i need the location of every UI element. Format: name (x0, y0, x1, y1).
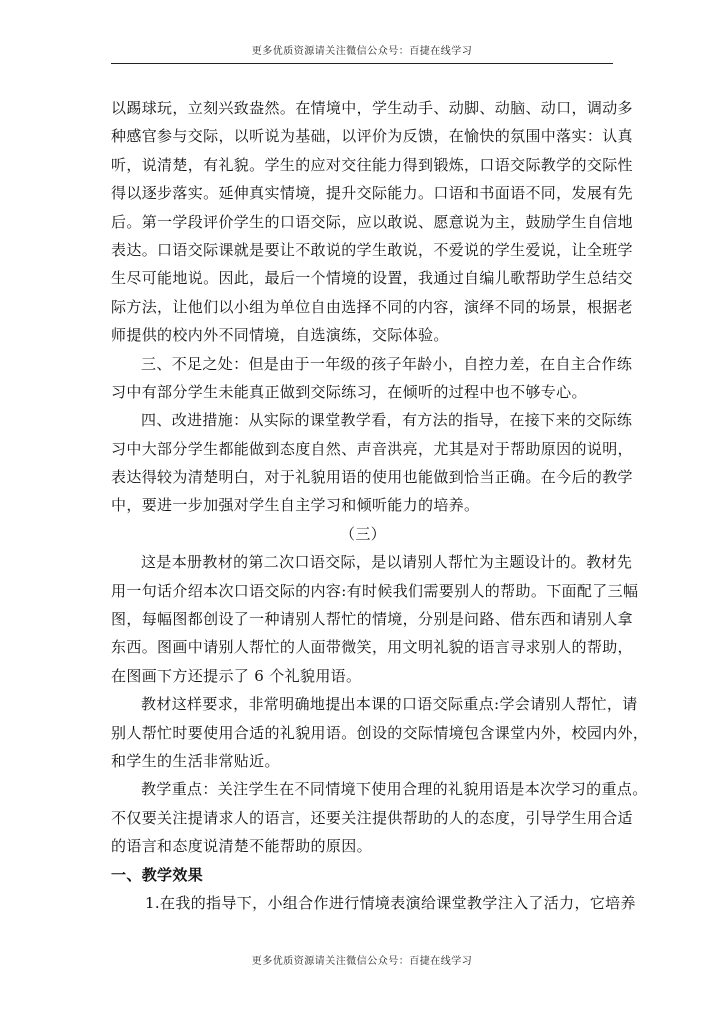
text-line: 表达得较为清楚明白，对于礼貌用语的使用也能做到恰当正确。在今后的教学 (111, 468, 633, 487)
paragraph-start-line: 这是本册教材的第二次口语交际，是以请别人帮忙为主题设计的。教材先 (141, 553, 633, 572)
text-line: 习中大部分学生都能做到态度自然、声音洪亮，尤其是对于帮助原因的说明， (111, 439, 633, 458)
text-line: 师提供的校内外不同情境，自选演练，交际体验。 (111, 326, 449, 345)
text-line: 的语言和态度说清楚不能帮助的原因。 (111, 837, 372, 856)
text-line: 后。第一学段评价学生的口语交际，应以敢说、愿意说为主，鼓励学生自信地 (111, 212, 633, 231)
text-line: 表达。口语交际课就是要让不敢说的学生敢说，不爱说的学生爱说，让全班学 (111, 240, 633, 259)
section-number: （三） (339, 524, 387, 543)
text-line: 得以逐步落实。延伸真实情境，提升交际能力。口语和书面语不同，发展有先 (111, 184, 633, 203)
text-line: 中，要进一步加强对学生自主学习和倾听能力的培养。 (111, 496, 480, 515)
paragraph-start-line: 三、不足之处：但是由于一年级的孩子年龄小，自控力差，在自主合作练 (141, 354, 633, 373)
paragraph-start-line: 教材这样要求，非常明确地提出本课的口语交际重点:学会请别人帮忙，请 (141, 695, 638, 714)
text-line: 用一句话介绍本次口语交际的内容:有时候我们需要别人的帮助。下面配了三幅 (111, 581, 639, 600)
header-rule (111, 63, 613, 64)
text-line: 东西。图画中请别人帮忙的人面带微笑，用文明礼貌的语言寻求别人的帮助， (111, 638, 633, 657)
text-line: 生尽可能地说。因此，最后一个情境的设置，我通过自编儿歌帮助学生总结交 (111, 269, 633, 288)
numbered-item-line: 1.在我的指导下，小组合作进行情境表演给课堂教学注入了活力，它培养 (145, 893, 636, 912)
page-footer: 更多优质资源请关注微信公众号：百捷在线学习 (251, 956, 473, 967)
text-line: 习中有部分学生未能真正做到交际练习，在倾听的过程中也不够专心。 (111, 382, 587, 401)
text-line: 图，每幅图都创设了一种请别人帮忙的情境，分别是问路、借东西和请别人拿 (111, 610, 633, 629)
paragraph-start-line: 四、改进措施：从实际的课堂教学看，有方法的指导，在接下来的交际练 (141, 411, 633, 430)
paragraph-start-line: 教学重点：关注学生在不同情境下使用合理的礼貌用语是本次学习的重点。 (141, 780, 648, 799)
text-line: 在图画下方还提示了 6 个礼貌用语。 (111, 666, 362, 685)
text-line: 不仅要关注提请求人的语言，还要关注提供帮助的人的态度，引导学生用合适 (111, 808, 633, 827)
text-line: 种感官参与交际，以听说为基础，以评价为反馈，在愉快的氛围中落实：认真 (111, 127, 633, 146)
text-line: 听，说清楚，有礼貌。学生的应对交往能力得到锻炼，口语交际教学的交际性 (111, 155, 633, 174)
text-line: 以踢球玩，立刻兴致盎然。在情境中，学生动手、动脚、动脑、动口，调动多 (111, 99, 633, 117)
document-body (111, 94, 649, 917)
text-line: 别人帮忙时要使用合适的礼貌用语。创设的交际情境包含课堂内外，校园内外， (111, 723, 649, 742)
page-header: 更多优质资源请关注微信公众号：百捷在线学习 (251, 46, 473, 57)
section-heading: 一、教学效果 (111, 865, 204, 884)
text-line: 和学生的生活非常贴近。 (111, 751, 280, 770)
text-line: 际方法，让他们以小组为单位自由选择不同的内容，演绎不同的场景，根据老 (111, 297, 633, 316)
